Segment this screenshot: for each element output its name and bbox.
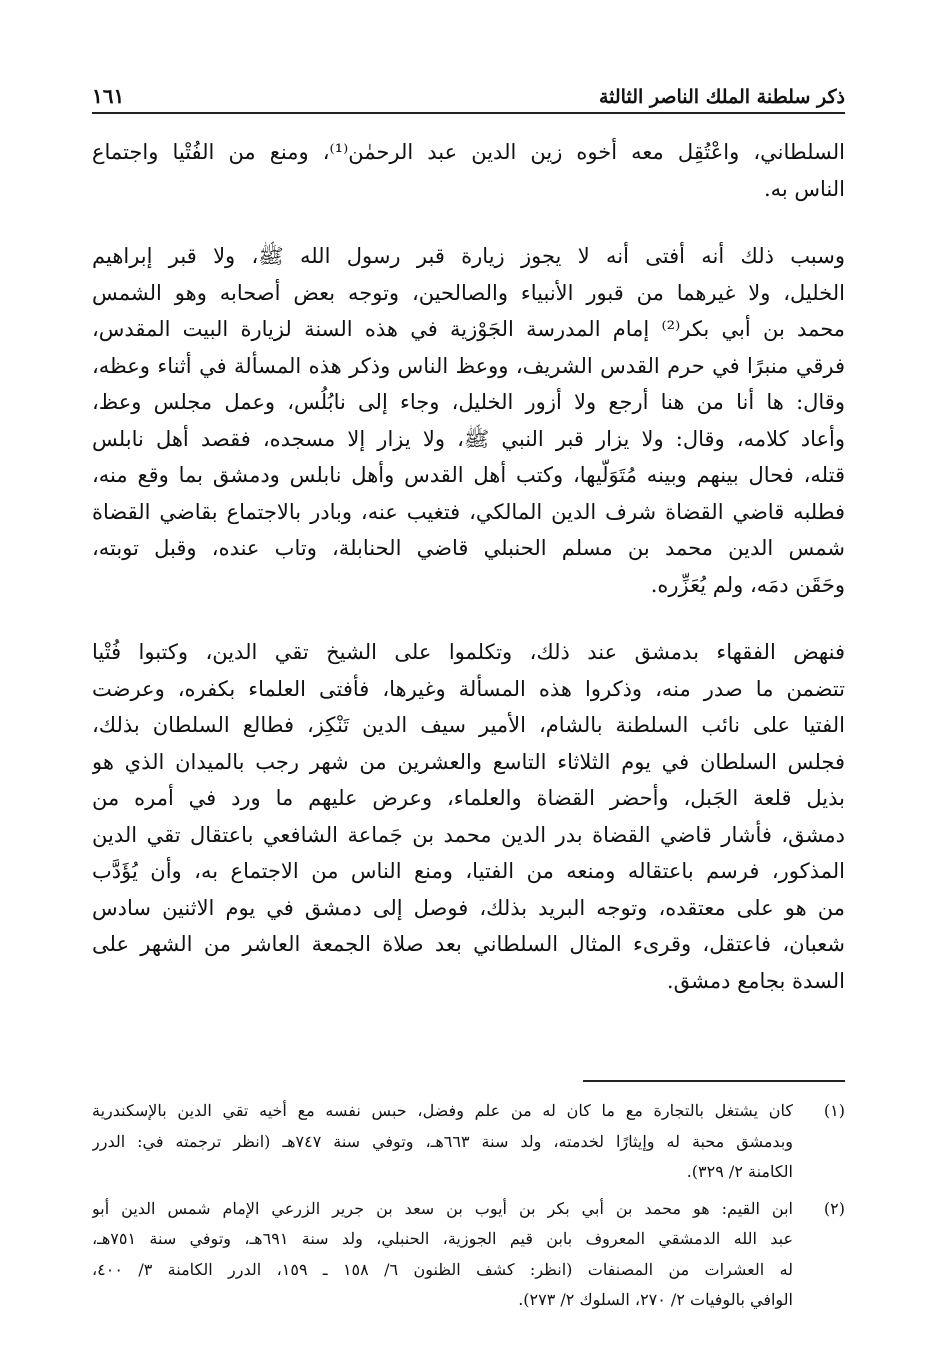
footnote-line: عبد الله الدمشقي المعروف بابن قيم الجوزية، الحنبلي، ولد سنة ٦٩١هـ، وتوفي سنة ٧٥١هـ،: [92, 1229, 793, 1248]
text-line: قتله، فحال بينهم وبينه مُتَوَلّيها، وكتب أهل القدس وأهل نابلس ودمشق بما وقع منه،: [92, 463, 845, 487]
footnote-line: كان يشتغل بالتجارة مع ما كان له من علم وفضل، حبس نفسه مع أخيه تقي الدين بالإسكندرية: [92, 1101, 793, 1120]
page-header: [92, 78, 845, 114]
footnote-line: ابن القيم: هو محمد بن أبي بكر بن أيوب بن سعد بن جرير الزرعي الإمام شمس الدين أبو: [92, 1198, 793, 1218]
footnote-2: [92, 1194, 845, 1316]
footnotes: [92, 1096, 845, 1322]
text-line: فنهض الفقهاء بدمشق عند ذلك، وتكلموا على الشيخ تقي الدين، وكتبوا فُتْيا: [92, 640, 845, 664]
text-line: وسبب ذلك أنه أفتى أنه لا يجوز زيارة قبر رسول الله ﷺ، ولا قبر إبراهيم: [92, 244, 845, 268]
text-line: المذكور، فرسم باعتقاله ومنعه من الفتيا، ومنع الناس من الاجتماع به، وأن يُؤَدَّب: [92, 859, 845, 883]
text-line: فجلس السلطان في يوم الثلاثاء التاسع والعشرين من شهر رجب بالميدان الذي هو: [92, 749, 845, 774]
text-line: السلطاني، واعْتُقِل معه أخوه زين الدين عبد الرحمٰن⁽¹⁾، ومنع من الفُتْيا واجتماع: [92, 140, 845, 164]
text-line: الفتيا على نائب السلطنة بالشام، الأمير سيف الدين تَنْكِز، فطالع السلطان بذلك،: [92, 713, 845, 737]
footnote-line: الوافي بالوفيات ٢/ ٢٧٠، السلوك ٢/ ٢٧٣).: [518, 1290, 793, 1309]
running-title: ذكر سلطنة الملك الناصر الثالثة: [598, 86, 845, 108]
footnote-separator: [583, 1080, 845, 1082]
text-line: من هو على معتقده، وتوجه البريد بذلك، فوصل إلى دمشق في يوم الاثنين سادس: [92, 895, 845, 920]
text-line: وحَقَن دمَه، ولم يُعَزِّره.: [650, 572, 845, 597]
text-line: بذيل قلعة الجَبل، وأحضر القضاة والعلماء، وعرض عليهم ما ورد في أمره من: [92, 786, 845, 810]
text-line: دمشق، فأشار قاضي القضاة بدر الدين محمد بن جَماعة الشافعي باعتقال تقي الدين: [92, 822, 845, 847]
text-line: وأعاد كلامه، وقال: ولا يزار قبر النبي ﷺ، ولا يزار إلا مسجده، فقصد أهل نابلس: [92, 426, 845, 451]
page-number: ١٦١: [92, 84, 125, 108]
text-line: فرقي منبرًا في حرم القدس الشريف، ووعظ الناس وذكر هذه المسألة في أثناء وعظه،: [92, 353, 845, 378]
footnote-text: [92, 1096, 793, 1188]
footnote-text: [92, 1194, 793, 1316]
footnote-number: (٢): [823, 1198, 845, 1218]
footnote-line: له العشرات من المصنفات (انظر: كشف الظنون ٦/ ١٥٨ ـ ١٥٩، الدرر الكامنة ٣/ ٤٠٠،: [92, 1259, 793, 1279]
footnote-number: (١): [823, 1101, 845, 1120]
paragraph-3: [92, 634, 845, 999]
footnote-1: [92, 1096, 845, 1188]
text-line: شعبان، فاعتقل، وقرىء المثال السلطاني بعد صلاة الجمعة العاشر من الشهر على: [92, 932, 845, 956]
text-line: فطلبه قاضي القضاة شرف الدين المالكي، فتغيب عنه، وبادر بالاجتماع بقاضي القضاة: [92, 499, 845, 524]
main-text: [92, 134, 845, 1030]
footnote-line: وبدمشق محبة له وإيثارًا لخدمته، ولد سنة ٦٦٣هـ، وتوفي سنة ٧٤٧هـ (انظر ترجمته في: الدرر: [92, 1131, 793, 1151]
paragraph-2: [92, 238, 845, 603]
text-line: السدة بجامع دمشق.: [666, 968, 845, 993]
text-line: تتضمن ما صدر منه، وذكروا هذه المسألة وغيرها، فأفتى العلماء بكفره، وعرضت: [92, 676, 845, 701]
text-line: شمس الدين محمد بن مسلم الحنبلي قاضي الحنابلة، وتاب عنده، وقبل توبته،: [92, 536, 845, 560]
text-line: وقال: ها أنا من هنا أرجع ولا أزور الخليل، وجاء إلى نابُلُس، وعمل مجلس وعظ،: [92, 390, 845, 414]
paragraph-1: [92, 134, 845, 207]
text-line: الناس به.: [763, 176, 845, 201]
text-line: الخليل، ولا غيرهما من قبور الأنبياء والصالحين، وتوجه بعض أصحابه وهو الشمس: [92, 280, 845, 305]
text-line: محمد بن أبي بكر⁽²⁾ إمام المدرسة الجَوْزية في هذه السنة لزيارة البيت المقدس،: [92, 317, 845, 341]
footnote-line: الكامنة ٢/ ٣٢٩).: [686, 1162, 793, 1181]
